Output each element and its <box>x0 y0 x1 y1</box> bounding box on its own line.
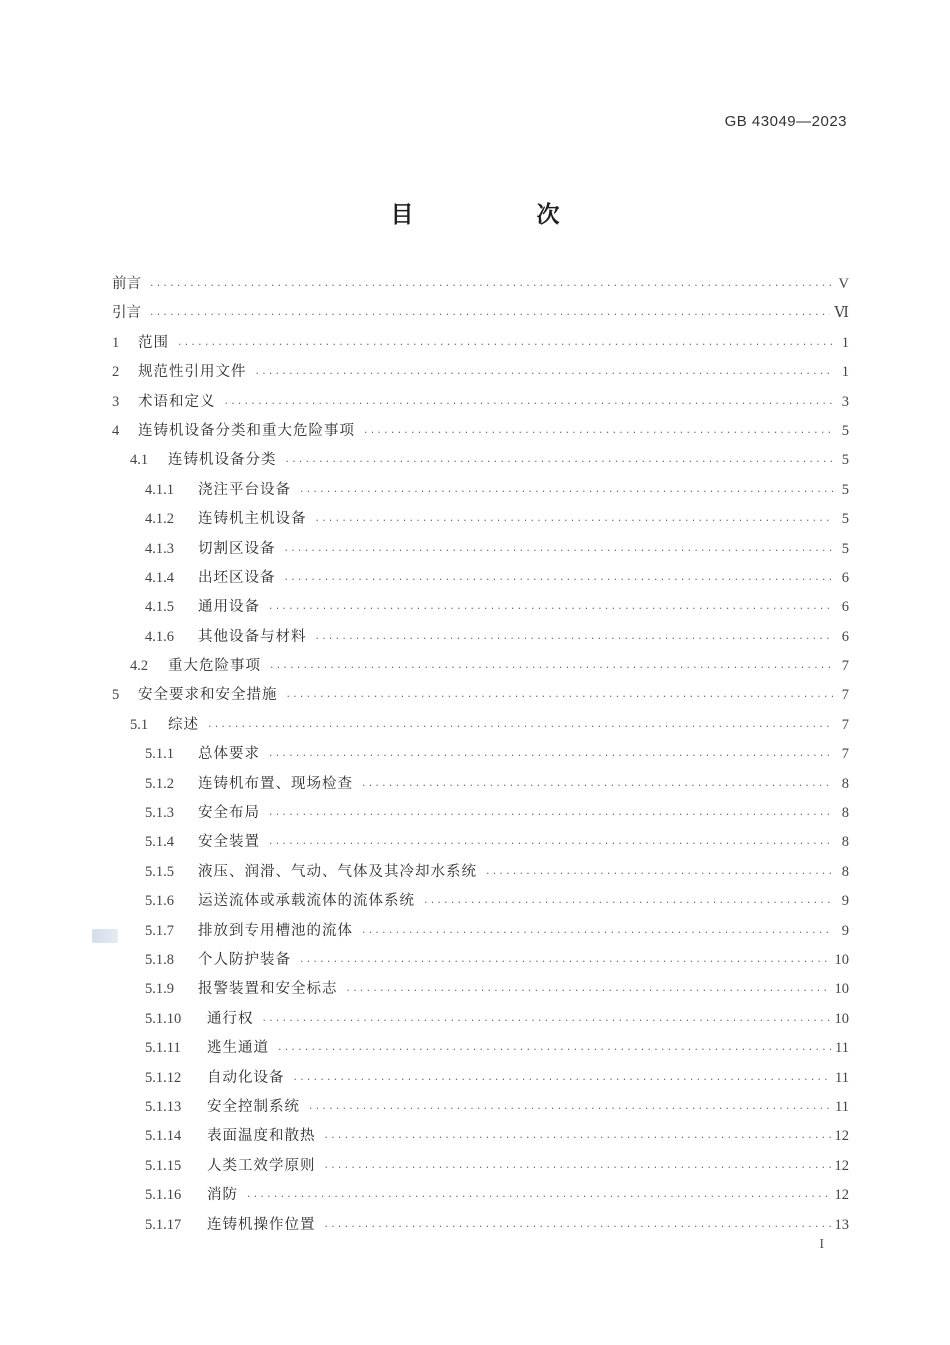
toc-entry[interactable] <box>112 564 849 593</box>
toc-entry-number: 2 <box>112 364 120 381</box>
toc-entry-label: 连铸机设备分类和重大危险事项 <box>138 422 355 439</box>
toc-leader-dots <box>324 1122 831 1151</box>
toc-leader-dots <box>423 887 833 916</box>
toc-leader-dots <box>255 358 834 387</box>
toc-entry-page: 3 <box>841 393 849 410</box>
toc-entry-page: 10 <box>834 981 849 998</box>
toc-entry-number: 4.1.3 <box>145 540 174 557</box>
toc-entry-number: 4.1.1 <box>145 481 174 498</box>
toc-leader-dots <box>361 917 833 946</box>
toc-entry[interactable] <box>112 1064 849 1093</box>
toc-leader-dots <box>324 1152 831 1181</box>
toc-entry[interactable] <box>112 711 849 740</box>
toc-leader-dots <box>268 828 833 857</box>
toc-entry-number: 5.1.7 <box>145 922 174 939</box>
toc-entry[interactable] <box>112 299 849 328</box>
toc-entry[interactable] <box>112 799 849 828</box>
toc-entry[interactable] <box>112 681 849 710</box>
toc-leader-dots <box>277 1034 831 1063</box>
toc-entry-number: 4.1.4 <box>145 569 174 586</box>
toc-entry-label: 重大危险事项 <box>168 658 261 675</box>
toc-entry[interactable] <box>112 975 849 1004</box>
toc-entry-label: 其他设备与材料 <box>198 628 307 645</box>
toc-leader-dots <box>485 858 833 887</box>
toc-entry-page: 5 <box>841 422 849 439</box>
toc-entry[interactable] <box>112 329 849 358</box>
scan-stamp-mark <box>92 929 118 943</box>
toc-entry[interactable] <box>112 623 849 652</box>
toc-entry-page: 5 <box>841 452 849 469</box>
toc-entry-number: 5.1.8 <box>145 951 174 968</box>
toc-entry-page: 11 <box>835 1098 849 1115</box>
toc-entry-page: 8 <box>841 834 849 851</box>
toc-leader-dots <box>346 975 831 1004</box>
toc-entry-label: 表面温度和散热 <box>207 1128 316 1145</box>
toc-entry-page: 12 <box>834 1157 849 1174</box>
toc-entry[interactable] <box>112 652 849 681</box>
toc-entry-label: 出坯区设备 <box>198 569 276 586</box>
toc-entry[interactable] <box>112 1093 849 1122</box>
toc-entry-number: 5.1.15 <box>145 1157 182 1174</box>
toc-entry[interactable] <box>112 828 849 857</box>
toc-entry-label: 切割区设备 <box>198 540 276 557</box>
toc-entry-label: 连铸机主机设备 <box>198 511 307 528</box>
toc-leader-dots <box>262 1005 831 1034</box>
toc-entry-page: 10 <box>834 951 849 968</box>
toc-leader-dots <box>177 329 833 358</box>
toc-entry-page: 6 <box>841 628 849 645</box>
standard-code: GB 43049—2023 <box>724 113 847 130</box>
toc-entry-page: 7 <box>841 658 849 675</box>
toc-entry-page: 7 <box>841 746 849 763</box>
toc-entry-number: 5 <box>112 687 120 704</box>
toc-entry-page: 8 <box>841 775 849 792</box>
toc-entry-page: 5 <box>841 511 849 528</box>
page-number: I <box>819 1237 824 1252</box>
toc-entry-page: 12 <box>834 1187 849 1204</box>
toc-entry-number: 5.1.2 <box>145 775 174 792</box>
toc-entry-number: 4 <box>112 422 120 439</box>
toc-entry-page: 1 <box>841 334 849 351</box>
toc-entry-number: 4.2 <box>130 658 149 675</box>
toc-entry-label: 安全布局 <box>198 805 260 822</box>
toc-entry-label: 安全要求和安全措施 <box>138 687 278 704</box>
toc-entry-label: 安全装置 <box>198 834 260 851</box>
toc-entry[interactable] <box>112 1181 849 1210</box>
toc-entry-page: Ⅵ <box>834 305 849 322</box>
toc-entry-label: 总体要求 <box>198 746 260 763</box>
toc-entry[interactable] <box>112 446 849 475</box>
toc-entry[interactable] <box>112 476 849 505</box>
toc-entry[interactable] <box>112 417 849 446</box>
toc-entry-label: 安全控制系统 <box>207 1098 300 1115</box>
toc-leader-dots <box>315 623 834 652</box>
toc-entry-number: 4.1.5 <box>145 599 174 616</box>
toc-entry-label: 通行权 <box>207 1010 254 1027</box>
toc-leader-dots <box>363 417 833 446</box>
toc-entry-label: 引言 <box>112 305 141 322</box>
toc-entry-number: 5.1.16 <box>145 1187 182 1204</box>
toc-entry-label: 范围 <box>138 334 169 351</box>
toc-entry-number: 5.1.1 <box>145 746 174 763</box>
toc-leader-dots <box>269 652 833 681</box>
toc-entry-label: 个人防护装备 <box>198 951 291 968</box>
toc-entry[interactable] <box>112 535 849 564</box>
toc-entry[interactable] <box>112 770 849 799</box>
toc-entry-page: 13 <box>834 1216 849 1233</box>
toc-entry-number: 5.1.4 <box>145 834 174 851</box>
toc-entry-page: V <box>838 276 849 292</box>
toc-entry-page: 11 <box>835 1040 849 1057</box>
page-title: 目 次 <box>390 201 610 228</box>
toc-entry[interactable] <box>112 1122 849 1151</box>
toc-entry-number: 5.1.9 <box>145 981 174 998</box>
toc-leader-dots <box>149 299 830 328</box>
toc-entry-number: 5.1.17 <box>145 1216 182 1233</box>
toc-entry-number: 5.1.13 <box>145 1098 182 1115</box>
toc-entry-label: 排放到专用槽池的流体 <box>198 922 353 939</box>
toc-entry[interactable] <box>112 358 849 387</box>
toc-entry-page: 8 <box>841 863 849 880</box>
toc-entry-page: 10 <box>834 1010 849 1027</box>
toc-entry-number: 5.1.5 <box>145 863 174 880</box>
toc-entry-page: 6 <box>841 599 849 616</box>
toc-entry[interactable] <box>112 505 849 534</box>
toc-leader-dots <box>207 711 833 740</box>
toc-entry-page: 9 <box>841 922 849 939</box>
toc-entry-number: 1 <box>112 334 120 351</box>
toc-entry-page: 5 <box>841 540 849 557</box>
toc-entry-number: 5.1.6 <box>145 893 174 910</box>
toc-leader-dots <box>324 1211 831 1240</box>
toc-entry-label: 综述 <box>168 716 199 733</box>
toc-entry-page: 8 <box>841 805 849 822</box>
toc-entry-number: 5.1 <box>130 716 149 733</box>
toc-leader-dots <box>293 1064 832 1093</box>
toc-entry-label: 人类工效学原则 <box>207 1157 316 1174</box>
toc-entry-label: 连铸机布置、现场检查 <box>198 775 353 792</box>
toc-entry-page: 11 <box>835 1069 849 1086</box>
toc-entry-number: 5.1.14 <box>145 1128 182 1145</box>
toc-entry-number: 4.1 <box>130 452 149 469</box>
toc-entry-number: 5.1.10 <box>145 1010 182 1027</box>
toc-leader-dots <box>284 564 834 593</box>
toc-leader-dots <box>315 505 834 534</box>
toc-leader-dots <box>149 270 833 299</box>
toc-entry[interactable] <box>112 270 849 299</box>
table-of-contents <box>112 270 849 1240</box>
toc-leader-dots <box>299 476 833 505</box>
toc-entry-label: 逃生通道 <box>207 1040 269 1057</box>
toc-leader-dots <box>268 593 833 622</box>
toc-entry-number: 5.1.11 <box>145 1040 181 1057</box>
toc-entry[interactable] <box>112 593 849 622</box>
toc-leader-dots <box>224 388 834 417</box>
toc-entry-label: 消防 <box>207 1187 238 1204</box>
toc-entry-label: 规范性引用文件 <box>138 364 247 381</box>
toc-entry-label: 报警装置和安全标志 <box>198 981 338 998</box>
toc-entry[interactable] <box>112 1211 849 1240</box>
toc-entry[interactable] <box>112 1034 849 1063</box>
toc-leader-dots <box>285 446 834 475</box>
toc-leader-dots <box>299 946 831 975</box>
toc-entry[interactable] <box>112 1152 849 1181</box>
toc-entry[interactable] <box>112 887 849 916</box>
toc-entry[interactable] <box>112 858 849 887</box>
toc-entry-number: 5.1.12 <box>145 1069 182 1086</box>
toc-entry-label: 连铸机操作位置 <box>207 1216 316 1233</box>
toc-entry-page: 7 <box>841 687 849 704</box>
toc-entry-page: 9 <box>841 893 849 910</box>
toc-entry-label: 通用设备 <box>198 599 260 616</box>
toc-entry-label: 术语和定义 <box>138 393 216 410</box>
toc-entry-number: 3 <box>112 393 120 410</box>
toc-leader-dots <box>268 799 833 828</box>
toc-leader-dots <box>286 681 834 710</box>
toc-entry-label: 运送流体或承载流体的流体系统 <box>198 893 415 910</box>
toc-entry-label: 自动化设备 <box>207 1069 285 1086</box>
toc-entry-number: 5.1.3 <box>145 805 174 822</box>
toc-entry-page: 1 <box>841 364 849 381</box>
toc-entry-label: 连铸机设备分类 <box>168 452 277 469</box>
toc-entry[interactable] <box>112 917 849 946</box>
toc-leader-dots <box>246 1181 831 1210</box>
toc-entry-label: 液压、润滑、气动、气体及其冷却水系统 <box>198 863 477 880</box>
toc-entry-page: 6 <box>841 569 849 586</box>
toc-entry[interactable] <box>112 946 849 975</box>
toc-entry-label: 浇注平台设备 <box>198 481 291 498</box>
toc-entry-number: 4.1.2 <box>145 511 174 528</box>
toc-leader-dots <box>308 1093 831 1122</box>
toc-entry[interactable] <box>112 1005 849 1034</box>
toc-entry-label: 前言 <box>112 276 141 292</box>
toc-leader-dots <box>284 535 834 564</box>
toc-entry-page: 7 <box>841 716 849 733</box>
toc-entry-page: 5 <box>841 481 849 498</box>
toc-leader-dots <box>268 740 833 769</box>
toc-entry[interactable] <box>112 388 849 417</box>
toc-entry-page: 12 <box>834 1128 849 1145</box>
toc-entry[interactable] <box>112 740 849 769</box>
toc-leader-dots <box>361 770 833 799</box>
toc-entry-number: 4.1.6 <box>145 628 174 645</box>
